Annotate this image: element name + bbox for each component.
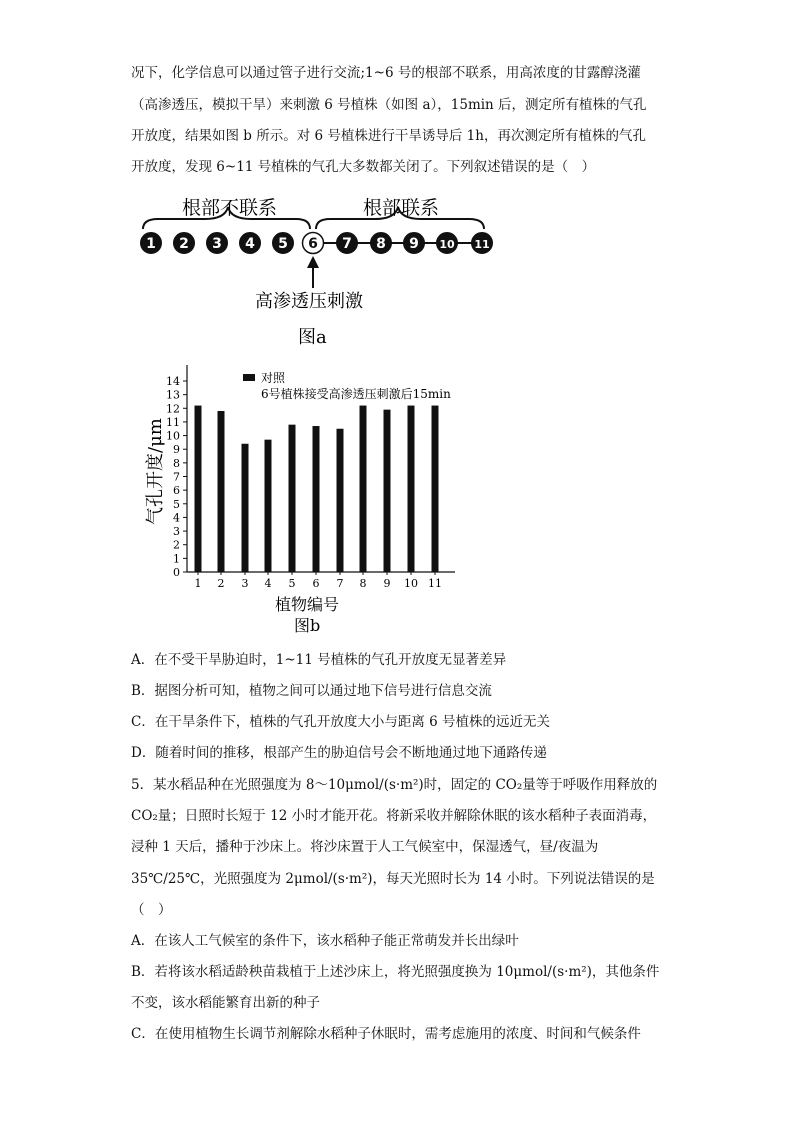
x-tick-label-8: 8 <box>359 577 367 590</box>
plant-node-label-5: 5 <box>278 236 288 252</box>
q5-line-5: （ ） <box>131 902 172 918</box>
bar-4 <box>265 440 272 572</box>
plant-node-label-2: 2 <box>179 236 189 252</box>
stimulus-label: 高渗透压刺激 <box>255 291 363 312</box>
x-axis-label: 植物编号 <box>275 595 340 614</box>
plant-node-label-11: 11 <box>474 238 490 251</box>
bar-7 <box>337 429 344 572</box>
plant-node-label-3: 3 <box>212 236 222 252</box>
y-tick-label-5: 5 <box>173 497 180 511</box>
bar-9 <box>384 410 391 572</box>
plant-node-label-4: 4 <box>245 236 255 252</box>
legend-label-treatment: 6号植株接受高渗透压刺激后15min <box>261 387 451 401</box>
y-tick-label-4: 4 <box>173 511 180 525</box>
x-tick-label-7: 7 <box>336 577 344 590</box>
figure-b-caption: 图b <box>294 616 321 635</box>
bar-11 <box>432 406 439 572</box>
q5-line-4: 35℃/25℃，光照强度为 2μmol/(s·m²)，每天光照时长为 14 小时。下列说法错误的是 <box>131 871 655 887</box>
y-tick-label-6: 6 <box>173 484 180 498</box>
y-tick-label-7: 7 <box>173 470 180 484</box>
plant-node-label-7: 7 <box>342 236 352 252</box>
q5-option-b-cont: 不变，该水稻能繁育出新的种子 <box>131 995 320 1011</box>
q4-option-c: C．在干旱条件下，植株的气孔开放度大小与距离 6 号植株的远近无关 <box>131 714 551 730</box>
q5-line-1: 5．某水稻品种在光照强度为 8～10μmol/(s·m²)时，固定的 CO₂量等于呼吸作用释放的 <box>131 777 658 793</box>
q5-option-b: B．若将该水稻适龄秧苗栽植于上述沙床上，将光照强度换为 10μmol/(s·m²)，其他条件 <box>131 964 660 980</box>
figure-a-caption: 图a <box>298 327 327 348</box>
q5-line-3: 浸种 1 天后，播种于沙床上。将沙床置于人工气候室中，保湿透气，昼/夜温为 <box>131 839 599 855</box>
x-tick-label-4: 4 <box>264 577 272 590</box>
y-tick-label-14: 14 <box>166 375 180 388</box>
x-tick-label-11: 11 <box>428 577 442 590</box>
bar-3 <box>242 444 249 572</box>
legend-label-control: 对照 <box>261 371 286 385</box>
intro-line-2: （高渗透压，模拟干旱）来刺激 6 号植株（如图 a），15min 后，测定所有植株的气孔 <box>131 97 647 113</box>
bar-2 <box>218 411 225 572</box>
plant-node-label-8: 8 <box>376 236 386 252</box>
q4-option-b: B．据图分析可知，植物之间可以通过地下信号进行信息交流 <box>131 683 492 699</box>
y-tick-label-9: 9 <box>173 443 180 457</box>
y-tick-label-8: 8 <box>173 456 180 470</box>
intro-line-3: 开放度，结果如图 b 所示。对 6 号植株进行干旱诱导后 1h，再次测定所有植株的气孔 <box>131 128 646 144</box>
bar-8 <box>360 406 367 572</box>
y-tick-label-1: 1 <box>173 552 180 566</box>
bar-1 <box>195 406 202 572</box>
q4-option-d: D．随着时间的推移，根部产生的胁迫信号会不断地通过地下通路传递 <box>131 745 547 761</box>
plant-node-label-10: 10 <box>439 238 455 251</box>
y-tick-label-10: 10 <box>166 429 180 443</box>
x-tick-label-2: 2 <box>217 577 225 590</box>
intro-line-4: 开放度，发现 6~11 号植株的气孔大多数都关闭了。下列叙述错误的是（ ） <box>131 159 596 175</box>
y-tick-label-13: 13 <box>166 388 180 402</box>
x-tick-label-5: 5 <box>288 577 296 590</box>
plant-node-label-9: 9 <box>409 236 419 252</box>
y-tick-label-3: 3 <box>173 525 180 539</box>
x-tick-label-9: 9 <box>383 577 391 590</box>
q5-option-c: C．在使用植物生长调节剂解除水稻种子休眠时，需考虑施用的浓度、时间和气候条件 <box>131 1026 641 1042</box>
y-tick-label-11: 11 <box>166 415 180 429</box>
y-tick-label-2: 2 <box>173 538 180 552</box>
y-tick-label-12: 12 <box>166 402 180 416</box>
intro-line-1: 况下，化学信息可以通过管子进行交流;1~6 号的根部不联系，用高浓度的甘露醇浇灌 <box>131 65 641 81</box>
q5-option-a: A．在该人工气候室的条件下，该水稻种子能正常萌发并长出绿叶 <box>131 933 519 949</box>
y-tick-label-0: 0 <box>173 566 180 579</box>
x-tick-label-1: 1 <box>194 577 202 590</box>
q4-option-a: A．在不受干旱胁迫时，1~11 号植株的气孔开放度无显著差异 <box>131 652 507 668</box>
plant-node-label-1: 1 <box>146 236 156 252</box>
bar-10 <box>408 406 415 572</box>
bar-5 <box>289 425 296 572</box>
x-tick-label-6: 6 <box>312 577 320 590</box>
plant-node-label-6: 6 <box>308 236 318 252</box>
x-tick-label-10: 10 <box>404 577 418 590</box>
right-brace-label: 根部联系 <box>363 197 440 219</box>
left-brace-label: 根部不联系 <box>182 197 278 219</box>
y-axis-label: 气孔开度/μm <box>145 418 166 525</box>
q5-line-2: CO₂量；日照时长短于 12 小时才能开花。将新采收并解除休眠的该水稻种子表面消毒， <box>131 808 657 824</box>
x-tick-label-3: 3 <box>241 577 249 590</box>
legend-swatch-control <box>243 374 255 381</box>
bar-6 <box>313 426 320 572</box>
